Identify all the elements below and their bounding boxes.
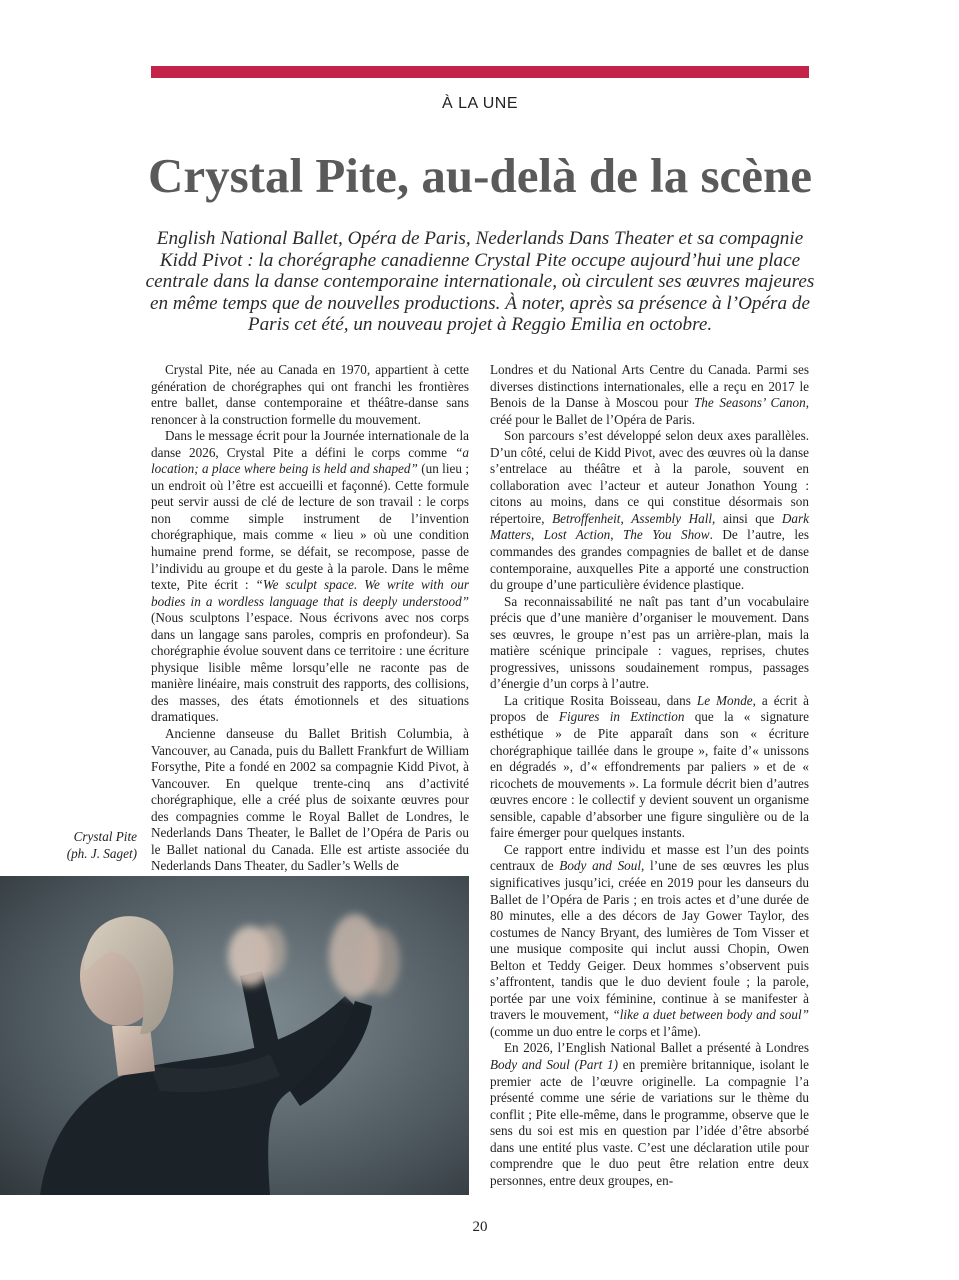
work-title: Dark Matters [490,510,809,543]
publication-title: Le Monde [696,692,753,708]
section-label: À LA UNE [441,95,519,112]
paragraph: En 2026, l’English National Ballet a présenté à Londres Body and Soul (Part 1) en première britannique, isolant le premier acte de l’œuvre originelle. La compagnie l’a présenté comme une série de variations sur le thème du conflit ; Pite elle-même, dans le programme, observe que le sens du soi est mis en question par l’idée d’être absorbé dans une entité plus vaste. C’est une déclaration utile pour comprendre que le duo peut être relation entre deux personnes, entre deux groupes, en- [490,1040,810,1188]
caption-credit: (ph. J. Saget) [66,846,137,861]
work-title: Figures in Extinction [558,709,685,725]
photo-illustration [0,876,469,1195]
paragraph: Ce rapport entre individu et masse est l’un des points centraux de Body and Soul, l’une de ses œuvres les plus significatives jusqu’ici, créée en 2019 pour les danseurs du Ballet de l’Opéra de Paris ; en trois actes et d’une durée de 80 minutes, elle a des décors de Jay Gower Taylor, des costumes de Nancy Bryant, des lumières de Tom Visser et une musique composite qui inclut aussi Chopin, Owen Belton et Teddy Geiger. Deux hommes s’observent puis s’affrontent, tandis que le duo devient foule ; la parole, portée par une voix féminine, continue à se manifester à travers le mouvement, “like a duet between body and soul” (comme un duo entre le corps et l’âme). [490,841,810,1039]
article-lead: English National Ballet, Opéra de Paris, Nederlands Dans Theater et sa compagnie Kidd Pivot : la chorégraphe canadienne Crystal Pite occupe aujourd’hui une place centrale dans la danse contemporaine internationale, où circulent ses œuvres majeures en même temps que de nouvelles productions. À noter, après sa présence à l’Opéra de Paris cet été, un nouveau projet à Reggio Emilia en octobre. [145,228,815,336]
page-number: 20 [472,1219,488,1235]
quote: “We sculpt space. We write with our bodies in a wordless language that is deeply understood” [151,577,470,609]
top-accent-bar [151,66,809,78]
quote: “like a duet between body and soul” [612,1007,809,1023]
left-column [151,362,469,875]
paragraph: La critique Rosita Boisseau, dans Le Monde, a écrit à propos de Figures in Extinction que la « signature esthétique » de Pite apparaît dans son « écriture chorégraphique taillée dans le groupe », faite d’« unissons en dégradés », d’« effondrements par paliers » et de « ricochets de mouvements ». La formule décrit bien d’autres œuvres encore : le collectif y devient souvent un organisme sensible, capable d’absorber une figure singulière ou de la faire émerger pour quelques instants. [490,692,809,841]
paragraph: Ancienne danseuse du Ballet British Columbia, à Vancouver, au Canada, puis du Ballett Frankfurt de William Forsythe, Pite a fondé en 2002 sa compagnie Kidd Pivot, à Vancouver. En quelque trente-cinq ans d’activité chorégraphique, elle a créé plus de soixante œuvres pour des compagnies comme le Royal Ballet de Londres, le Nederlands Dans Theater, le Ballet de l’Opéra de Paris ou le Ballet national du Canada. Elle est artiste associée du Nederlands Dans Theater, du Sadler’s Wells de [151,726,469,874]
article-title: Crystal Pite, au-delà de la scène [147,148,813,203]
work-title: Body and Soul (Part 1) [490,1056,619,1072]
work-title: The Seasons’ Canon [693,395,806,411]
work-title: Lost Action [543,527,611,543]
paragraph: Son parcours s’est développé selon deux axes parallèles. D’un côté, celui de Kidd Pivot, avec des œuvres où la danse s’entrelace au théâtre et à la parole, souvent en collaboration avec l’acteur et auteur Jonathon Young : citons au moins, dans ce qui constitue désormais son répertoire, Betroffenheit, Assembly Hall, ainsi que Dark Matters, Lost Action, The You Show. De l’autre, les commandes des grandes compagnies de ballet et de danse contemporaine, auxquelles Pite a apporté une construction du groupe d’une particulière évidence plastique. [490,428,809,593]
right-column [490,362,809,1189]
paragraph: Dans le message écrit pour la Journée internationale de la danse 2026, Crystal Pite a défini le corps comme “a location; a place where being is held and shaped” (un lieu ; un endroit où l’être est accueilli et façonné). Cette formule peut servir aussi de clé de lecture de son travail : le corps non comme simple instrument de l’invention chorégraphique, mais comme « lieu » où une condition humaine prend forme, se défait, se recompose, passe de l’individu au groupe et du geste à la parole. Dans le même texte, Pite écrit : “We sculpt space. We write with our bodies in a wordless language that is deeply understood” (Nous sculptons l’espace. Nous écrivons avec nos corps dans un langage sans paroles, compris en profondeur). Sa chorégraphie évolue souvent dans ce territoire : une écriture physique lisible même lorsqu’elle ne raconte pas de manière linéaire, mais construit des rapports, des collisions, des masses, des états émotionnels et des situations dramatiques. [151,428,470,725]
paragraph: Sa reconnaissabilité ne naît pas tant d’un vocabulaire précis que d’une manière d’organiser le mouvement. Dans ses œuvres, le groupe n’est pas un arrière-plan, mais la matière scénique principale : vagues, reprises, chutes progressives, unissons soudainement rompus, passages d’énergie d’un corps à l’autre. [490,593,809,692]
work-title: Body and Soul [559,858,642,874]
work-title: Betroffenheit [552,510,621,526]
portrait-photo [0,876,469,1195]
quote: “a location; a place where being is held and shaped” [151,444,469,477]
paragraph: Crystal Pite, née au Canada en 1970, appartient à cette génération de chorégraphes qui ont franchi les frontières entre ballet, danse contemporaine et théâtre-danse sans renoncer à la construction formelle du mouvement. [151,362,469,427]
work-title: Assembly Hall [631,510,713,526]
work-title: The You Show [622,527,710,543]
photo-caption [40,828,137,862]
caption-name: Crystal Pite [73,829,137,844]
paragraph: Londres et du National Arts Centre du Canada. Parmi ses diverses distinctions internationales, elle a reçu en 2017 le Benois de la Danse à Moscou pour The Seasons’ Canon, créé pour le Ballet de l’Opéra de Paris. [490,362,809,427]
